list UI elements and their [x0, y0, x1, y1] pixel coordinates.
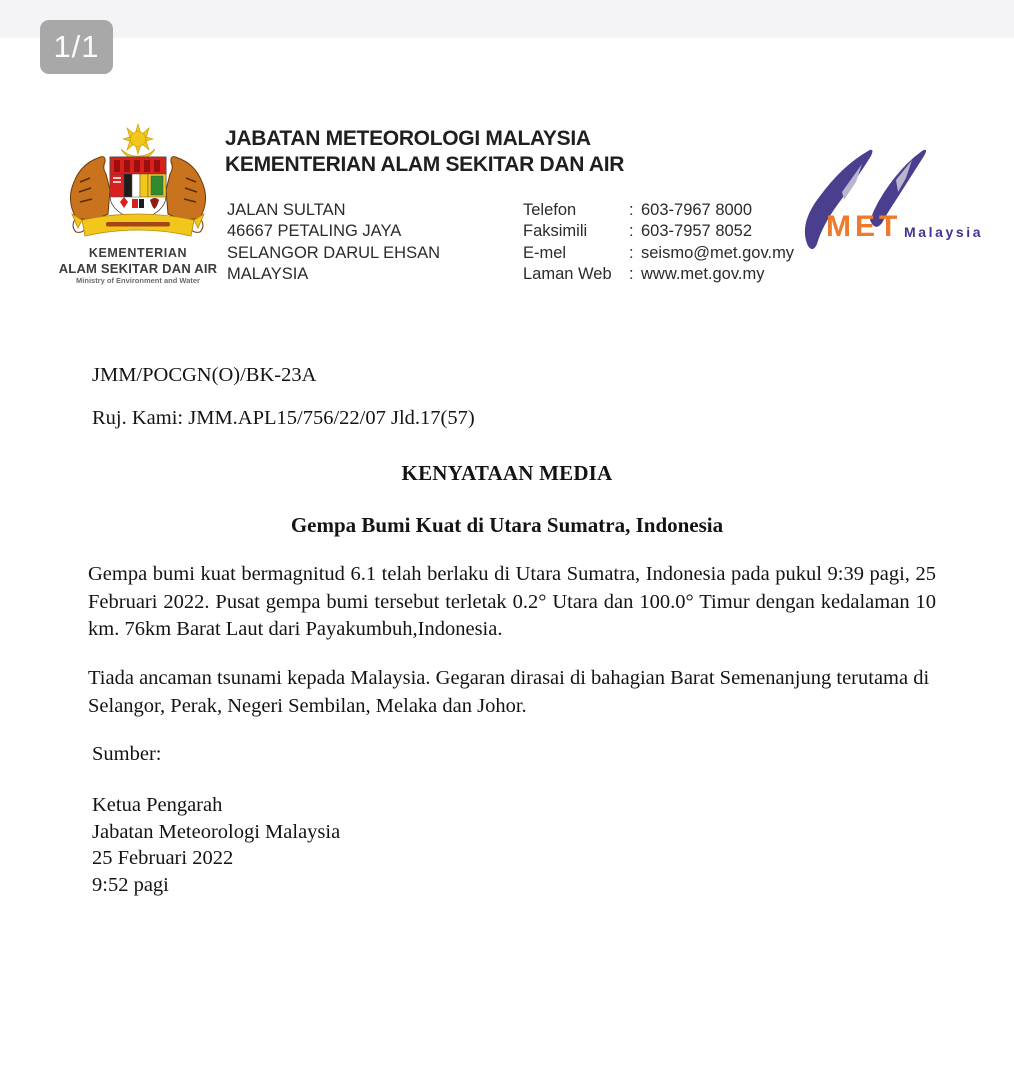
- signature-line-time: 9:52 pagi: [92, 873, 169, 896]
- address-line: MALAYSIA: [227, 265, 309, 284]
- body-paragraph-2: Tiada ancaman tsunami kepada Malaysia. Gegaran dirasai di bahagian Barat Semenanjung terutama di Selangor, Perak, Negeri Sembilan, Melaka dan Johor.: [88, 667, 930, 717]
- document-title: KENYATAAN MEDIA: [401, 461, 613, 485]
- viewer-top-strip: [0, 0, 1014, 38]
- document-subtitle: Gempa Bumi Kuat di Utara Sumatra, Indonesia: [290, 513, 724, 537]
- contact-block: [523, 200, 794, 286]
- ministry-name-line3: Ministry of Environment and Water: [76, 275, 200, 285]
- contact-label: E-mel: [523, 243, 567, 262]
- our-reference-line: Ruj. Kami: JMM.APL15/756/22/07 Jld.17(57): [92, 407, 475, 429]
- signature-line-department: Jabatan Meteorologi Malaysia: [92, 820, 341, 843]
- contact-value: 603-7967 8000: [641, 201, 753, 219]
- address-line: 46667 PETALING JAYA: [227, 222, 402, 241]
- contact-row-faksimili: [523, 221, 794, 242]
- contact-row-emel: [523, 243, 794, 264]
- signature-line-role: Ketua Pengarah: [92, 794, 223, 816]
- reference-number: JMM/POCGN(O)/BK-23A: [92, 364, 317, 386]
- department-title-line2: KEMENTERIAN ALAM SEKITAR DAN AIR: [225, 153, 625, 176]
- page-indicator-label: 1/1: [53, 29, 100, 64]
- ministry-name-line2: ALAM SEKITAR DAN AIR: [58, 260, 218, 276]
- malaysia-coat-of-arms-icon: [64, 122, 212, 246]
- contact-value: seismo@met.gov.my: [641, 243, 795, 262]
- contact-separator: :: [629, 222, 634, 241]
- contact-label: Faksimili: [523, 222, 588, 241]
- page-indicator-badge: [40, 20, 113, 74]
- contact-separator: :: [629, 243, 634, 262]
- ministry-name-block: [44, 247, 232, 284]
- met-malaysia-logo: [798, 138, 1003, 253]
- contact-row-telefon: [523, 200, 794, 221]
- contact-value: 603-7957 8052: [641, 222, 753, 241]
- contact-separator: :: [629, 201, 634, 219]
- body-paragraph-1: Gempa bumi kuat bermagnitud 6.1 telah berlaku di Utara Sumatra, Indonesia pada pukul 9:39 pagi, 25 Februari 2022. Pusat gempa bumi tersebut terletak 0.2° Utara dan 100.0° Timur dengan kedalaman 10 km. 76km Barat Laut dari Payakumbuh,Indonesia.: [88, 563, 936, 641]
- address-block: [227, 200, 440, 286]
- met-logo-malaysia-text: Malaysia: [904, 224, 984, 240]
- signature-line-date: 25 Februari 2022: [92, 847, 234, 870]
- source-label: Sumber:: [92, 743, 162, 765]
- contact-value: www.met.gov.my: [641, 265, 765, 284]
- contact-separator: :: [629, 265, 634, 284]
- contact-label: Telefon: [523, 201, 577, 219]
- signature-block: [92, 792, 340, 898]
- address-line: SELANGOR DARUL EHSAN: [227, 243, 441, 262]
- contact-label: Laman Web: [523, 265, 612, 284]
- department-title: [225, 126, 624, 178]
- address-line: JALAN SULTAN: [227, 201, 346, 219]
- department-title-line1: JABATAN METEOROLOGI MALAYSIA: [225, 127, 591, 150]
- met-logo-text: MET: [826, 210, 902, 243]
- ministry-name-line1: KEMENTERIAN: [88, 246, 188, 260]
- contact-row-laman-web: [523, 264, 794, 285]
